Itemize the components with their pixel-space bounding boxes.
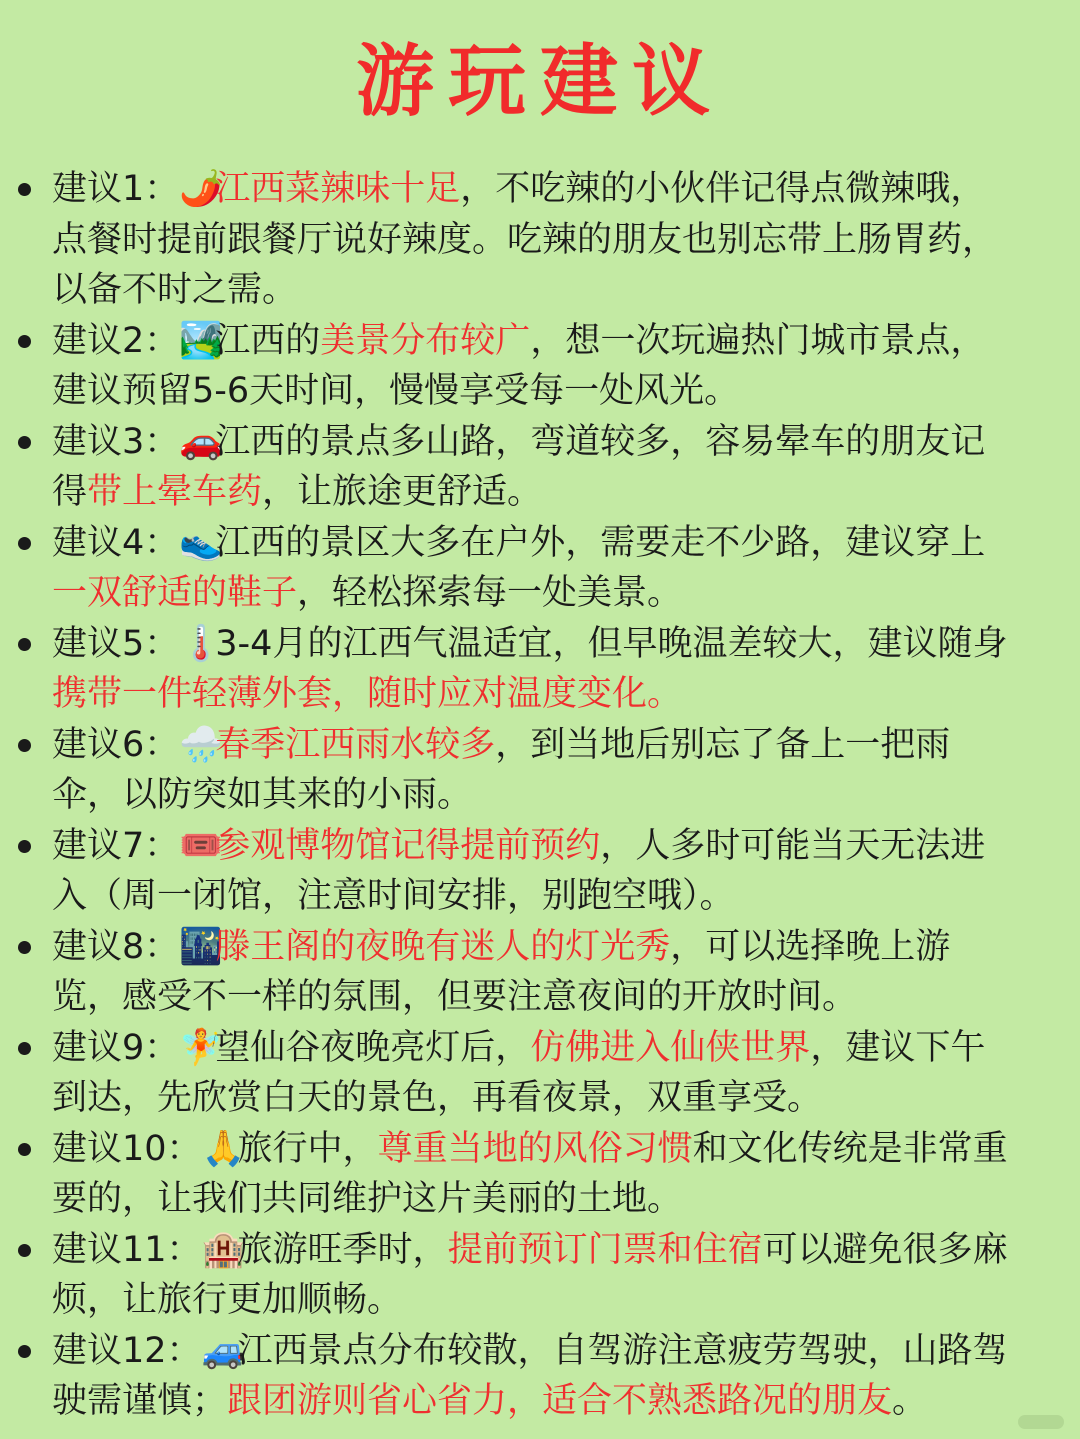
list-item xyxy=(0,720,1080,821)
car-icon: 🚗 xyxy=(179,421,223,462)
sneaker-icon: 👟 xyxy=(179,522,223,563)
line: 建议2：🏞️江西的美景分布较广，想一次玩遍热门城市景点， xyxy=(52,316,1052,367)
line: 点餐时提前跟餐厅说好辣度。吃辣的朋友也别忘带上肠胃药， xyxy=(52,219,998,260)
line: 建议12：🚙江西景点分布较散，自驾游注意疲劳驾驶，山路驾 xyxy=(52,1326,1052,1377)
hotel-icon: 🏨 xyxy=(201,1229,246,1270)
list-item xyxy=(0,1225,1080,1326)
line: 建议9：🧚望仙谷夜晚亮灯后，仿佛进入仙侠世界，建议下午 xyxy=(52,1023,1052,1074)
list-item xyxy=(0,1124,1080,1225)
line: 要的，让我们共同维护这片美丽的土地。 xyxy=(52,1179,683,1219)
line: 到达，先欣赏白天的景色，再看夜景，双重享受。 xyxy=(52,1078,823,1118)
bullet xyxy=(18,638,31,651)
line: 以备不时之需。 xyxy=(52,270,298,310)
landscape-icon: 🏞️ xyxy=(179,320,223,361)
thermometer-icon: 🌡️ xyxy=(179,623,223,664)
line: 伞，以防突如其来的小雨。 xyxy=(52,775,473,815)
suggestion-list xyxy=(0,164,1080,1427)
line: 建议7：🎟️参观博物馆记得提前预约，人多时可能当天无法进 xyxy=(52,821,1052,872)
line: 建议8：🌃滕王阁的夜晚有迷人的灯光秀，可以选择晚上游 xyxy=(52,922,1052,973)
bullet xyxy=(18,739,31,752)
night-city-icon: 🌃 xyxy=(179,926,223,967)
bullet xyxy=(18,537,31,550)
line: 建议4：👟江西的景区大多在户外，需要走不少路，建议穿上 xyxy=(52,518,1052,569)
bullet xyxy=(18,335,31,348)
line: 烦，让旅行更加顺畅。 xyxy=(52,1280,403,1320)
line: 一双舒适的鞋子，轻松探索每一处美景。 xyxy=(52,573,683,613)
fairy-icon: 🧚 xyxy=(179,1027,223,1068)
suv-icon: 🚙 xyxy=(201,1330,246,1371)
bullet xyxy=(18,1345,31,1358)
rain-cloud-icon: 🌧️ xyxy=(179,724,223,765)
list-item xyxy=(0,518,1080,619)
ticket-icon: 🎟️ xyxy=(179,825,223,866)
line: 览，感受不一样的氛围，但要注意夜间的开放时间。 xyxy=(52,977,858,1017)
chili-pepper-icon: 🌶️ xyxy=(179,169,223,209)
line: 驶需谨慎；跟团游则省心省力，适合不熟悉路况的朋友。 xyxy=(52,1381,928,1421)
bullet xyxy=(18,1143,31,1156)
list-item xyxy=(0,922,1080,1023)
line: 建议3：🚗江西的景点多山路，弯道较多，容易晕车的朋友记 xyxy=(52,417,1052,468)
bullet xyxy=(18,436,31,449)
line: 建议10：🙏旅行中，尊重当地的风俗习惯和文化传统是非常重 xyxy=(52,1124,1052,1175)
line: 建议预留5-6天时间，慢慢享受每一处风光。 xyxy=(52,371,740,411)
line: 携带一件轻薄外套，随时应对温度变化。 xyxy=(52,674,683,714)
folded-hands-icon: 🙏 xyxy=(201,1128,246,1169)
watermark xyxy=(1018,1415,1064,1429)
line: 建议6：🌧️春季江西雨水较多，到当地后别忘了备上一把雨 xyxy=(52,720,1052,771)
line: 建议1：🌶️江西菜辣味十足，不吃辣的小伙伴记得点微辣哦， xyxy=(52,164,1052,215)
list-item xyxy=(0,417,1080,518)
bullet xyxy=(18,183,31,196)
list-item xyxy=(0,821,1080,922)
list-item xyxy=(0,316,1080,417)
line: 入（周一闭馆，注意时间安排，别跑空哦）。 xyxy=(52,876,735,916)
list-item xyxy=(0,619,1080,720)
line: 建议11：🏨旅游旺季时，提前预订门票和住宿可以避免很多麻 xyxy=(52,1225,1052,1276)
bullet xyxy=(18,840,31,853)
line: 得带上晕车药，让旅途更舒适。 xyxy=(52,472,543,512)
page-title: 游玩建议 xyxy=(355,37,724,127)
line: 建议5：🌡️3-4月的江西气温适宜，但早晚温差较大，建议随身 xyxy=(52,619,1052,670)
list-item xyxy=(0,1326,1080,1427)
bullet xyxy=(18,941,31,954)
bullet xyxy=(18,1244,31,1257)
list-item xyxy=(0,164,1080,316)
list-item xyxy=(0,1023,1080,1124)
bullet xyxy=(18,1042,31,1055)
